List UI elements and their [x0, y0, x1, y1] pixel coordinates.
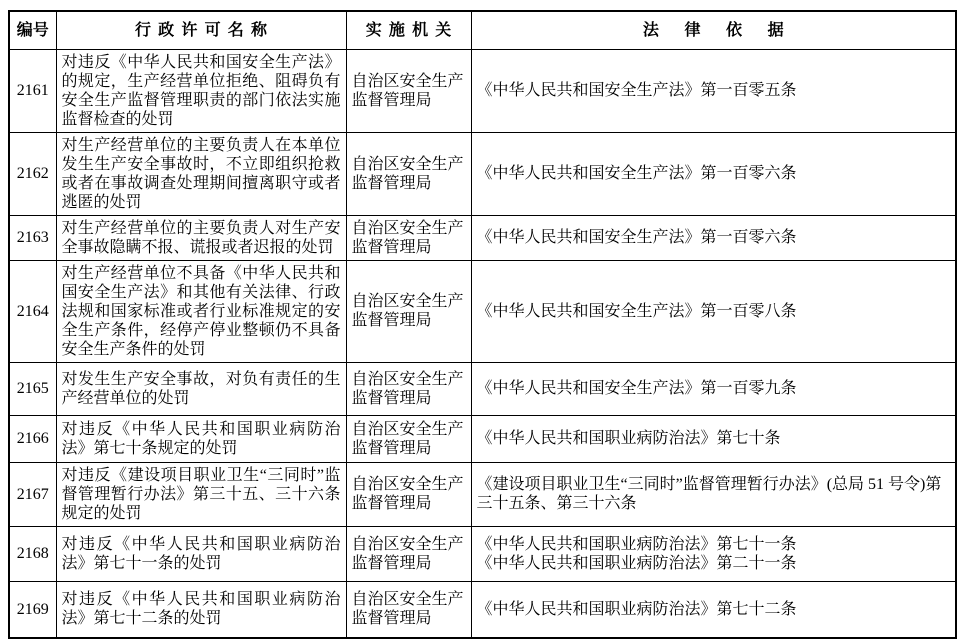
table-row	[9, 132, 956, 215]
header-agency: 实施机关	[346, 11, 471, 49]
header-id: 编号	[9, 11, 56, 49]
table-row	[9, 415, 956, 462]
table-row	[9, 526, 956, 581]
table-row	[9, 215, 956, 260]
legal-basis	[471, 215, 956, 260]
legal-basis	[471, 415, 956, 462]
permit-name: 对违反《中华人民共和国安全生产法》的规定，生产经营单位拒绝、阻碍负有安全生产监督管理职责的部门依法实施监督检查的处罚	[56, 49, 346, 132]
legal-basis-line: 《中华人民共和国职业病防治法》第七十一条	[476, 535, 797, 553]
permit-name: 对违反《中华人民共和国职业病防治法》第七十条规定的处罚	[56, 415, 346, 462]
table-row	[9, 462, 956, 526]
row-id: 2164	[9, 260, 56, 362]
permit-name: 对违反《中华人民共和国职业病防治法》第七十二条的处罚	[56, 581, 346, 638]
legal-basis-line: 《中华人民共和国安全生产法》第一百零五条	[476, 82, 797, 99]
permit-name: 对违反《建设项目职业卫生“三同时”监督管理暂行办法》第三十五、三十六条规定的处罚	[56, 462, 346, 526]
legal-basis-line: 《中华人民共和国安全生产法》第一百零六条	[476, 229, 797, 246]
permit-name: 对生产经营单位的主要负责人对生产安全事故隐瞒不报、谎报或者迟报的处罚	[56, 215, 346, 260]
permit-name: 对违反《中华人民共和国职业病防治法》第七十一条的处罚	[56, 526, 346, 581]
header-row	[9, 11, 956, 49]
legal-basis	[471, 132, 956, 215]
legal-basis	[471, 462, 956, 526]
row-id: 2167	[9, 462, 56, 526]
legal-basis	[471, 526, 956, 581]
row-id: 2168	[9, 526, 56, 581]
legal-basis-line: 《中华人民共和国职业病防治法》第二十一条	[476, 554, 797, 572]
table-row	[9, 260, 956, 362]
legal-basis-line: 《中华人民共和国安全生产法》第一百零九条	[476, 380, 797, 397]
row-id: 2163	[9, 215, 56, 260]
permit-name: 对生产经营单位不具备《中华人民共和国安全生产法》和其他有关法律、行政法规和国家标准或者行业标准规定的安全生产条件，经停产停业整顿仍不具备安全生产条件的处罚	[56, 260, 346, 362]
row-id: 2161	[9, 49, 56, 132]
agency-name: 自治区安全生产监督管理局	[346, 462, 471, 526]
legal-basis	[471, 362, 956, 415]
agency-name: 自治区安全生产监督管理局	[346, 581, 471, 638]
legal-basis	[471, 581, 956, 638]
table-row	[9, 581, 956, 638]
agency-name: 自治区安全生产监督管理局	[346, 215, 471, 260]
header-legal: 法律依据	[471, 11, 956, 49]
table-row	[9, 362, 956, 415]
legal-basis-line: 《中华人民共和国安全生产法》第一百零八条	[476, 302, 797, 320]
agency-name: 自治区安全生产监督管理局	[346, 415, 471, 462]
permit-name: 对发生生产安全事故，对负有责任的生产经营单位的处罚	[56, 362, 346, 415]
row-id: 2165	[9, 362, 56, 415]
permit-name: 对生产经营单位的主要负责人在本单位发生生产安全事故时，不立即组织抢救或者在事故调查处理期间擅离职守或者逃匿的处罚	[56, 132, 346, 215]
agency-name: 自治区安全生产监督管理局	[346, 49, 471, 132]
row-id: 2162	[9, 132, 56, 215]
legal-basis-line: 《中华人民共和国职业病防治法》第七十二条	[476, 600, 797, 618]
legal-basis-line: 《中华人民共和国职业病防治法》第七十条	[476, 430, 781, 447]
legal-basis-line: 《建设项目职业卫生“三同时”监督管理暂行办法》(总局 51 号令)第三十五条、第三十六条	[476, 476, 942, 512]
agency-name: 自治区安全生产监督管理局	[346, 260, 471, 362]
agency-name: 自治区安全生产监督管理局	[346, 362, 471, 415]
row-id: 2169	[9, 581, 56, 638]
table-row	[9, 49, 956, 132]
header-name: 行政许可名称	[56, 11, 346, 49]
legal-basis-line: 《中华人民共和国安全生产法》第一百零六条	[476, 165, 797, 182]
agency-name: 自治区安全生产监督管理局	[346, 132, 471, 215]
agency-name: 自治区安全生产监督管理局	[346, 526, 471, 581]
legal-basis	[471, 260, 956, 362]
row-id: 2166	[9, 415, 56, 462]
legal-basis	[471, 49, 956, 132]
permits-table	[8, 10, 957, 639]
